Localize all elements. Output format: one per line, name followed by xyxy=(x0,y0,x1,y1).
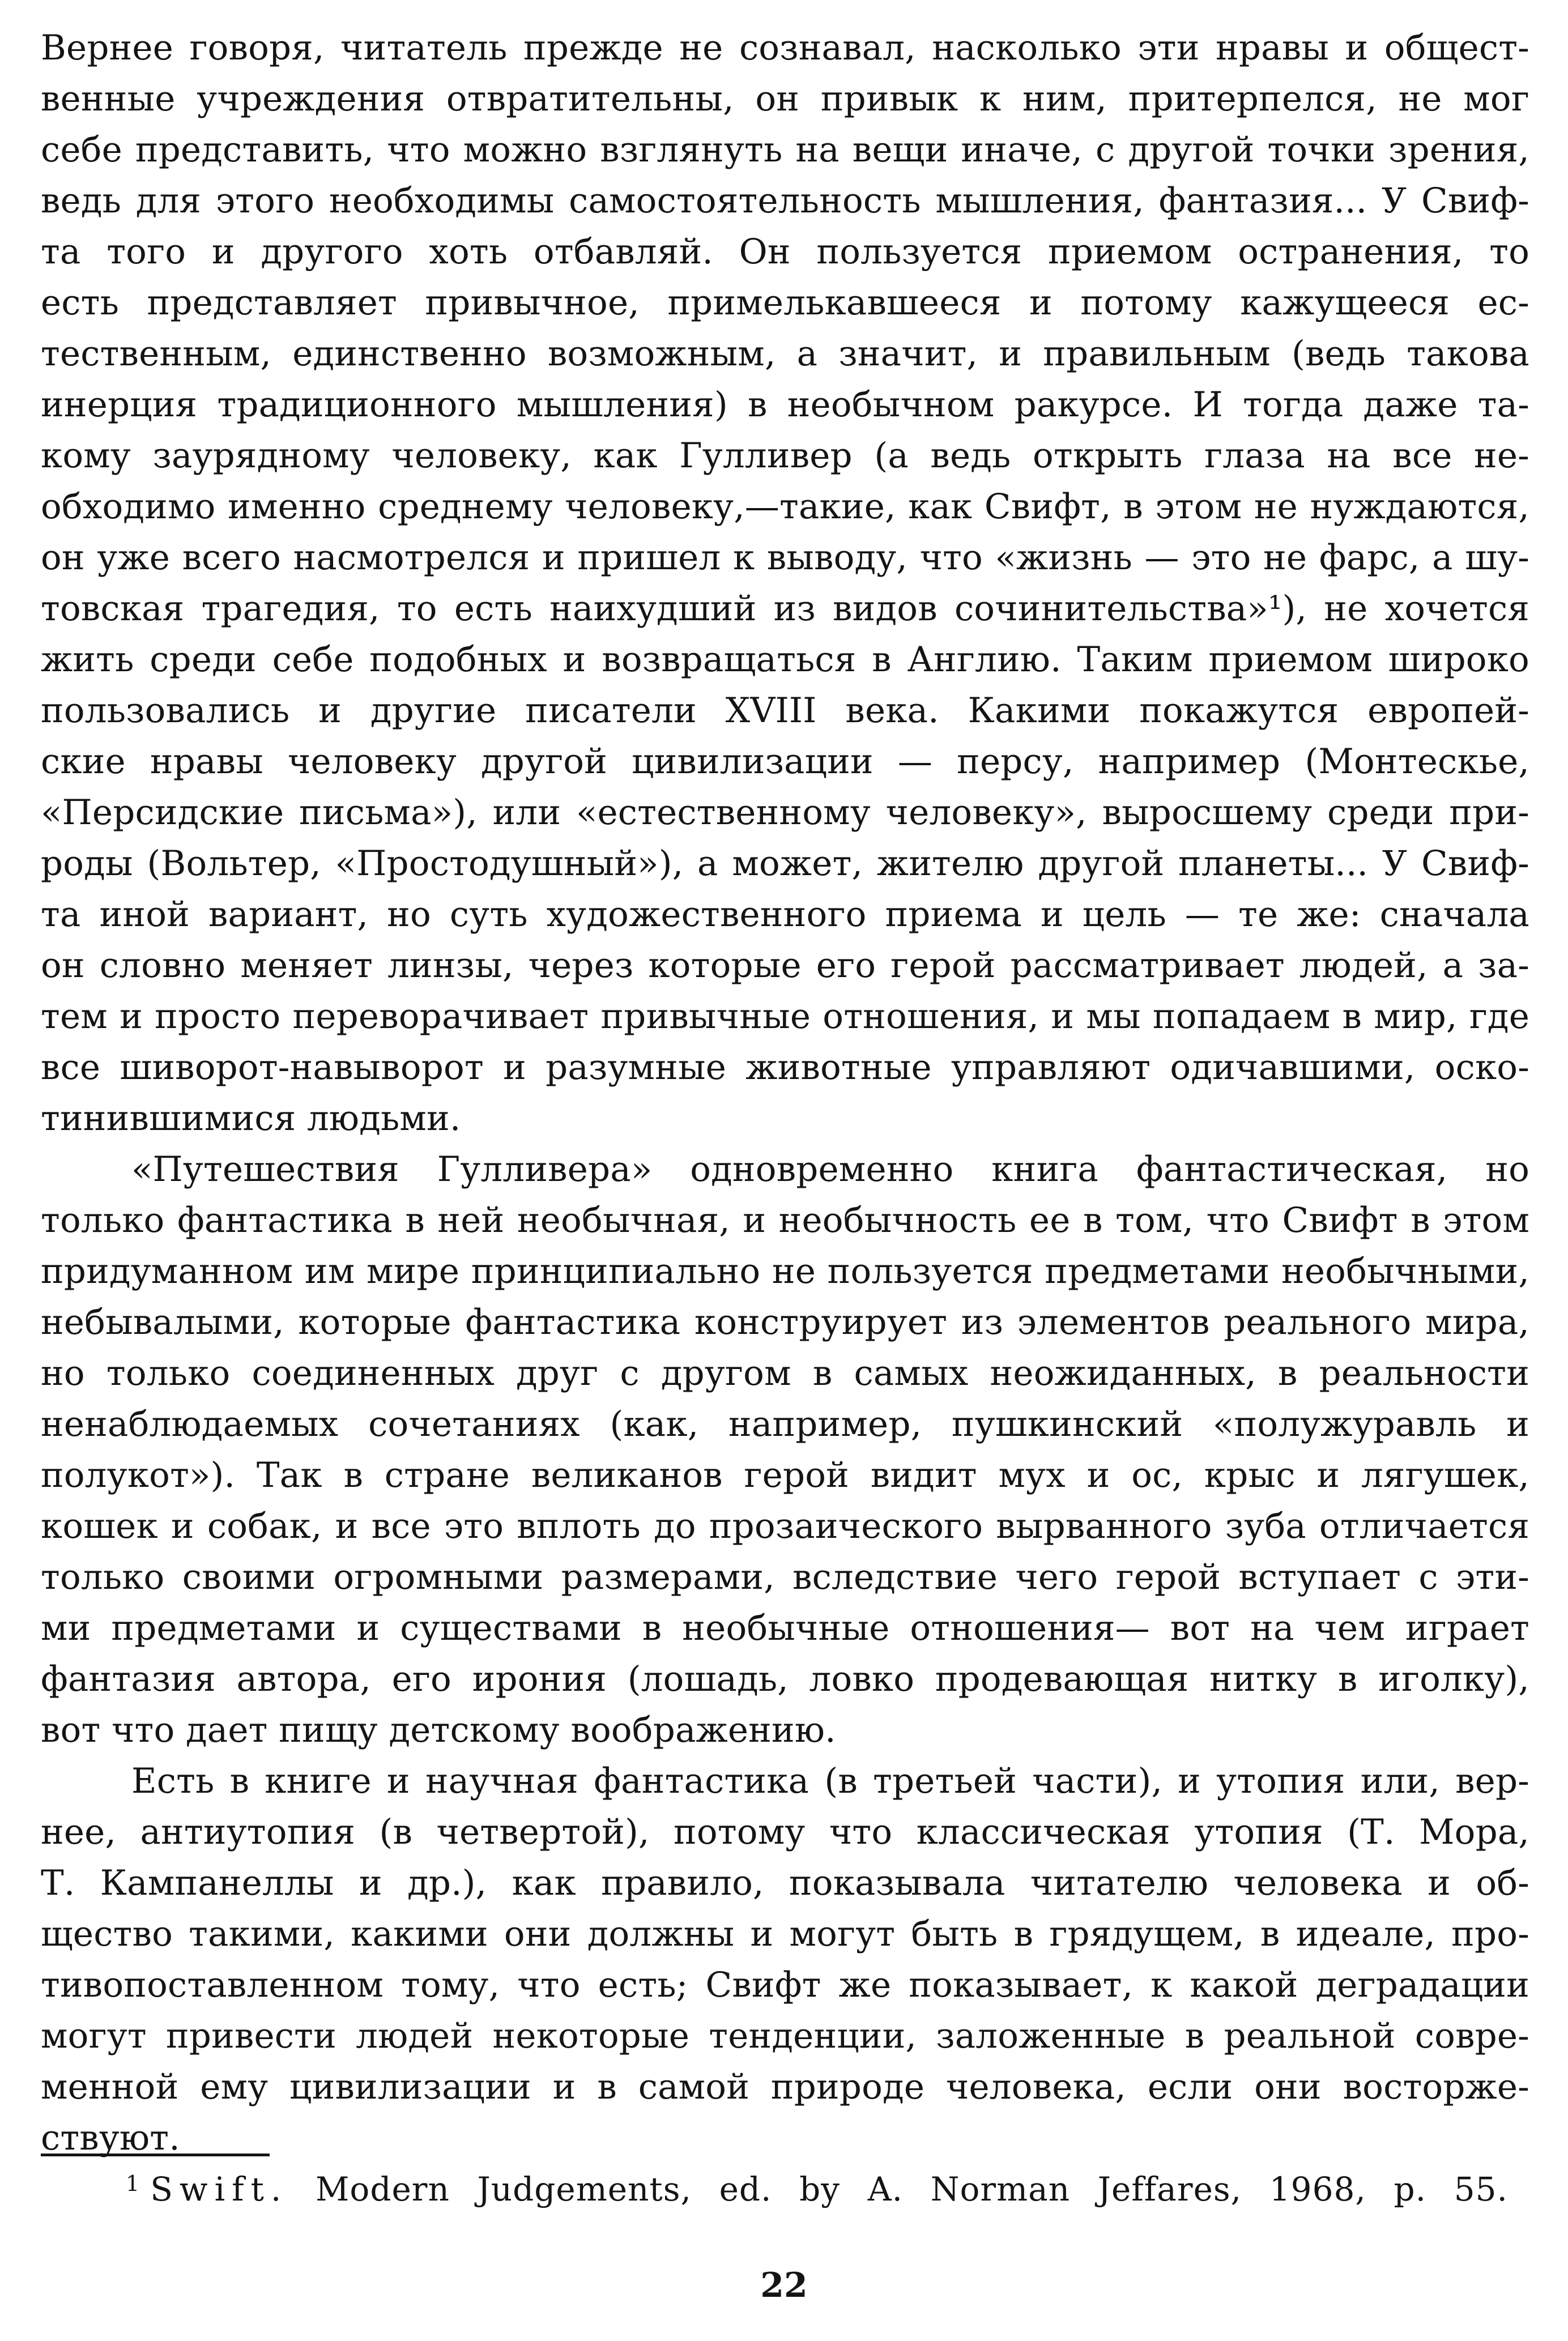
text-line: но только соединенных друг с другом в самых неожиданных, в реальности xyxy=(41,1353,1529,1393)
paragraph-1 xyxy=(41,23,1529,1144)
text-line: только своими огромными размерами, вследствие чего герой вступает с эти- xyxy=(41,1557,1529,1597)
text-line: Вернее говоря, читатель прежде не сознавал, насколько эти нравы и общест- xyxy=(41,28,1529,68)
text-line: жить среди себе подобных и возвращаться в Англию. Таким приемом широко xyxy=(41,639,1529,680)
text-line: фантазия автора, его ирония (лошадь, ловко продевающая нитку в иголку), xyxy=(41,1659,1529,1699)
footnote xyxy=(126,2164,1508,2215)
text-line: есть представляет привычное, примелькавшееся и потому кажущееся ес- xyxy=(41,283,1529,323)
paragraph-3 xyxy=(41,1756,1529,2164)
paragraph-2 xyxy=(41,1144,1529,1756)
page-body xyxy=(41,23,1529,2164)
text-line: ствуют. xyxy=(41,2118,180,2158)
text-line: щество такими, какими они должны и могут быть в грядущем, в идеале, про- xyxy=(41,1914,1529,1954)
text-line: товская трагедия, то есть наихудший из видов сочинительства»¹), не хочется xyxy=(41,589,1529,629)
text-line: ненаблюдаемых сочетаниях (как, например, пушкинский «полужуравль и xyxy=(41,1404,1529,1444)
text-line: инерция традиционного мышления) в необычном ракурсе. И тогда даже та- xyxy=(41,385,1529,425)
text-line: полукот»). Так в стране великанов герой видит мух и ос, крыс и лягушек, xyxy=(41,1455,1529,1495)
text-line: венные учреждения отвратительны, он привык к ним, притерпелся, не мог xyxy=(41,79,1529,119)
text-line: только фантастика в ней необычная, и необычность ее в том, что Свифт в этом xyxy=(41,1200,1529,1240)
text-line: пользовались и другие писатели XVIII века. Какими покажутся европей- xyxy=(41,690,1529,731)
text-line: все шиворот-навыворот и разумные животные управляют одичавшими, оско- xyxy=(41,1047,1529,1088)
footnote-author: Swift. xyxy=(150,2170,288,2208)
text-line: небывалыми, которые фантастика конструирует из элементов реального мира, xyxy=(41,1302,1529,1342)
footnote-marker: 1 xyxy=(126,2171,140,2196)
text-line: менной ему цивилизации и в самой природе человека, если они восторже- xyxy=(41,2067,1529,2107)
text-line: ведь для этого необходимы самостоятельность мышления, фантазия... У Свиф- xyxy=(41,181,1529,221)
text-line: придуманном им мире принципиально не пользуется предметами необычными, xyxy=(41,1251,1529,1291)
text-line: ские нравы человеку другой цивилизации — персу, например (Монтескье, xyxy=(41,741,1529,782)
text-line: тивопоставленном тому, что есть; Свифт же показывает, к какой деградации xyxy=(41,1965,1529,2005)
text-line: он уже всего насмотрелся и пришел к выводу, что «жизнь — это не фарс, а шу- xyxy=(41,538,1529,578)
text-line: тинившимися людьми. xyxy=(41,1098,461,1138)
text-line: ми предметами и существами в необычные отношения— вот на чем играет xyxy=(41,1608,1529,1648)
text-line: обходимо именно среднему человеку,—такие, как Свифт, в этом не нуждаются, xyxy=(41,487,1529,527)
text-line: «Путешествия Гулливера» одновременно книга фантастическая, но xyxy=(131,1149,1529,1189)
text-line: тественным, единственно возможным, а значит, и правильным (ведь такова xyxy=(41,334,1529,374)
footnote-divider xyxy=(41,2154,270,2156)
footnote-text: Modern Judgements, ed. by A. Norman Jeffares, 1968, p. 55. xyxy=(316,2170,1508,2208)
page-number: 22 xyxy=(760,2266,808,2305)
text-line: себе представить, что можно взглянуть на вещи иначе, с другой точки зрения, xyxy=(41,130,1529,170)
text-line: Т. Кампанеллы и др.), как правило, показывала читателю человека и об- xyxy=(41,1863,1529,1903)
text-line: вот что дает пищу детскому воображению. xyxy=(41,1710,836,1750)
text-line: та того и другого хоть отбавляй. Он пользуется приемом остранения, то xyxy=(41,232,1529,272)
text-line: кому заурядному человеку, как Гулливер (а ведь открыть глаза на все не- xyxy=(41,436,1529,476)
text-line: нее, антиутопия (в четвертой), потому что классическая утопия (Т. Мора, xyxy=(41,1812,1529,1852)
text-line: тем и просто переворачивает привычные отношения, и мы попадаем в мир, где xyxy=(41,996,1529,1037)
text-line: роды (Вольтер, «Простодушный»), а может, жителю другой планеты... У Свиф- xyxy=(41,843,1529,884)
text-line: Есть в книге и научная фантастика (в третьей части), и утопия или, вер- xyxy=(131,1761,1529,1801)
text-line: «Персидские письма»), или «естественному человеку», выросшему среди при- xyxy=(41,792,1529,833)
text-line: могут привести людей некоторые тенденции, заложенные в реальной совре- xyxy=(41,2016,1529,2056)
text-line: кошек и собак, и все это вплоть до прозаического вырванного зуба отличается xyxy=(41,1506,1529,1546)
text-line: та иной вариант, но суть художественного приема и цель — те же: сначала xyxy=(41,894,1529,935)
text-line: он словно меняет линзы, через которые его герой рассматривает людей, а за- xyxy=(41,945,1529,986)
